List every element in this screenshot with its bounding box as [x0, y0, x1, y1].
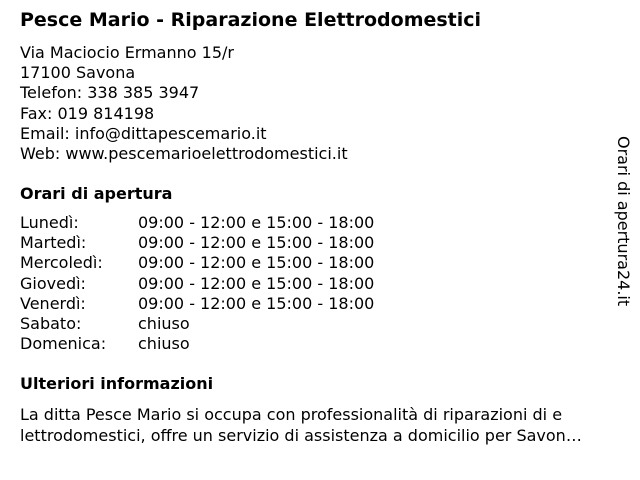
hours-time-value: 09:00 - 12:00 e 15:00 - 18:00 — [138, 253, 375, 273]
hours-day-label: Venerdì: — [20, 293, 86, 313]
hours-day-label: Lunedì: — [20, 213, 79, 232]
contact-block — [20, 43, 348, 164]
hours-day-label: Mercoledì: — [20, 253, 103, 273]
hours-time-value: 09:00 - 12:00 e 15:00 - 18:00 — [138, 213, 375, 232]
website-address[interactable]: Web: www.pescemarioelettrodomestici.it — [20, 143, 348, 163]
hours-time-value: 09:00 - 12:00 e 15:00 - 18:00 — [138, 273, 375, 293]
fax-number: Fax: 019 814198 — [20, 103, 155, 123]
more-info-heading: Ulteriori informazioni — [20, 374, 214, 393]
hours-day-label: Sabato: — [20, 313, 82, 333]
hours-time-value: 09:00 - 12:00 e 15:00 - 18:00 — [138, 293, 375, 313]
hours-time-value: chiuso — [138, 334, 190, 354]
business-title: Pesce Mario - Riparazione Elettrodomestici — [20, 9, 482, 31]
address-city: 17100 Savona — [20, 63, 136, 83]
address-street: Via Maciocio Ermanno 15/r — [20, 43, 234, 62]
description-line: lettrodomestici, offre un servizio di assistenza a domicilio per Savon… — [20, 426, 582, 445]
hours-day-label: Domenica: — [20, 334, 107, 354]
watermark — [613, 136, 635, 308]
email-address[interactable]: Email: info@dittapescemario.it — [20, 123, 267, 143]
hours-day-label: Giovedì: — [20, 273, 86, 293]
phone-number[interactable]: Telefon: 338 385 3947 — [20, 83, 200, 103]
watermark-text: Orari di apertura24.it — [614, 136, 633, 307]
hours-time-value: 09:00 - 12:00 e 15:00 - 18:00 — [138, 233, 375, 253]
description-line: La ditta Pesce Mario si occupa con professionalità di riparazioni di e — [20, 405, 563, 424]
hours-day-label: Martedì: — [20, 233, 87, 253]
business-description — [20, 404, 632, 446]
hours-time-value: chiuso — [138, 313, 190, 333]
opening-hours-heading: Orari di apertura — [20, 184, 173, 203]
